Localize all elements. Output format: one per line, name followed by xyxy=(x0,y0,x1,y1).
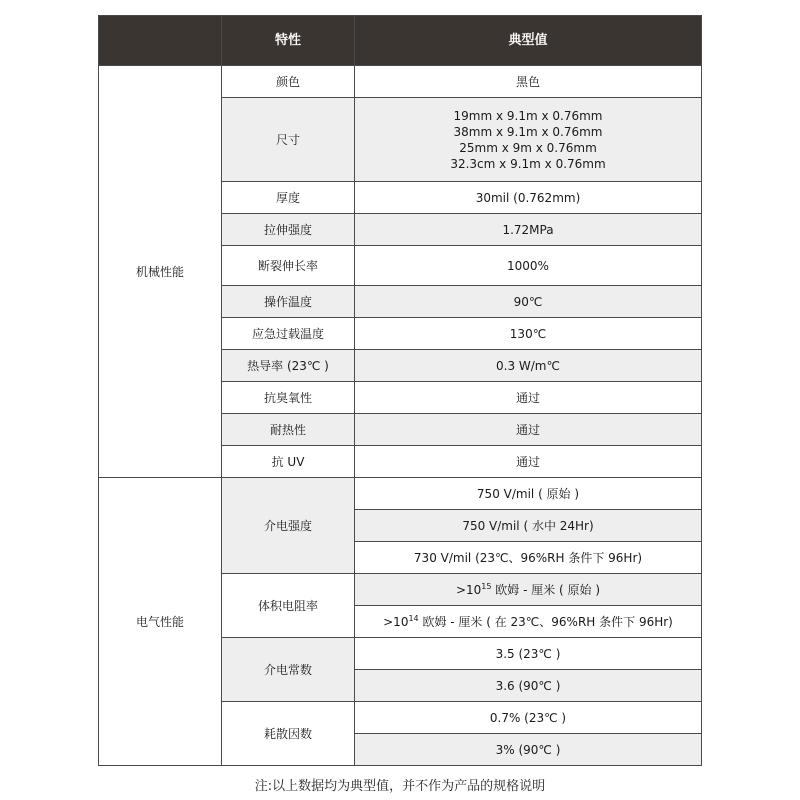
row-label: 介电强度 xyxy=(222,478,355,574)
row-value: 0.3 W/m℃ xyxy=(355,350,702,382)
table-row xyxy=(99,478,702,510)
row-value: 90℃ xyxy=(355,286,702,318)
row-value: 30mil (0.762mm) xyxy=(355,182,702,214)
row-value: 0.7% (23℃ ) xyxy=(355,702,702,734)
row-value: 730 V/mil (23℃、96%RH 条件下 96Hr) xyxy=(355,542,702,574)
row-value: 3% (90℃ ) xyxy=(355,734,702,766)
row-label: 体积电阻率 xyxy=(222,574,355,638)
row-label: 抗 UV xyxy=(222,446,355,478)
row-label: 耐热性 xyxy=(222,414,355,446)
row-value: 750 V/mil ( 原始 ) xyxy=(355,478,702,510)
group-mechanical: 机械性能 xyxy=(99,66,222,478)
header-property: 特性 xyxy=(222,16,355,66)
row-value xyxy=(355,574,702,606)
row-value: 通过 xyxy=(355,382,702,414)
dimension-line: 25mm x 9m x 0.76mm xyxy=(459,140,597,155)
row-label: 拉伸强度 xyxy=(222,214,355,246)
table-row xyxy=(99,66,702,98)
row-value: 1.72MPa xyxy=(355,214,702,246)
row-label: 耗散因数 xyxy=(222,702,355,766)
footnote: 注:以上数据均为典型值，并不作为产品的规格说明 xyxy=(254,779,546,794)
value-exponent: 14 xyxy=(408,613,419,623)
row-value: 3.6 (90℃ ) xyxy=(355,670,702,702)
row-label: 操作温度 xyxy=(222,286,355,318)
row-value: 3.5 (23℃ ) xyxy=(355,638,702,670)
row-label: 应急过载温度 xyxy=(222,318,355,350)
row-value: 750 V/mil ( 水中 24Hr) xyxy=(355,510,702,542)
group-electrical: 电气性能 xyxy=(99,478,222,766)
dimension-line: 19mm x 9.1m x 0.76mm xyxy=(453,108,603,123)
dimension-line: 38mm x 9.1m x 0.76mm xyxy=(453,124,603,139)
row-label: 抗臭氧性 xyxy=(222,382,355,414)
value-base: >10 xyxy=(455,582,482,597)
row-value xyxy=(355,606,702,638)
row-value: 通过 xyxy=(355,446,702,478)
row-label: 介电常数 xyxy=(222,638,355,702)
row-value: 130℃ xyxy=(355,318,702,350)
dimension-line: 32.3cm x 9.1m x 0.76mm xyxy=(450,156,606,171)
table-header-row xyxy=(99,16,702,66)
row-value: 1000% xyxy=(355,246,702,286)
row-value: 黑色 xyxy=(355,66,702,98)
row-label: 厚度 xyxy=(222,182,355,214)
header-value: 典型值 xyxy=(355,16,702,66)
row-value-dimensions xyxy=(355,98,702,182)
row-label: 颜色 xyxy=(222,66,355,98)
row-label: 断裂伸长率 xyxy=(222,246,355,286)
header-blank-cell xyxy=(99,16,222,66)
value-rest: 欧姆 - 厘米 ( 在 23℃、96%RH 条件下 96Hr) xyxy=(418,614,673,629)
row-label: 尺寸 xyxy=(222,98,355,182)
spec-table xyxy=(98,15,702,766)
row-label: 热导率 (23℃ ) xyxy=(222,350,355,382)
value-base: >10 xyxy=(383,614,409,629)
value-exponent: 15 xyxy=(481,581,492,591)
row-value: 通过 xyxy=(355,414,702,446)
value-rest: 欧姆 - 厘米 ( 原始 ) xyxy=(491,582,601,597)
